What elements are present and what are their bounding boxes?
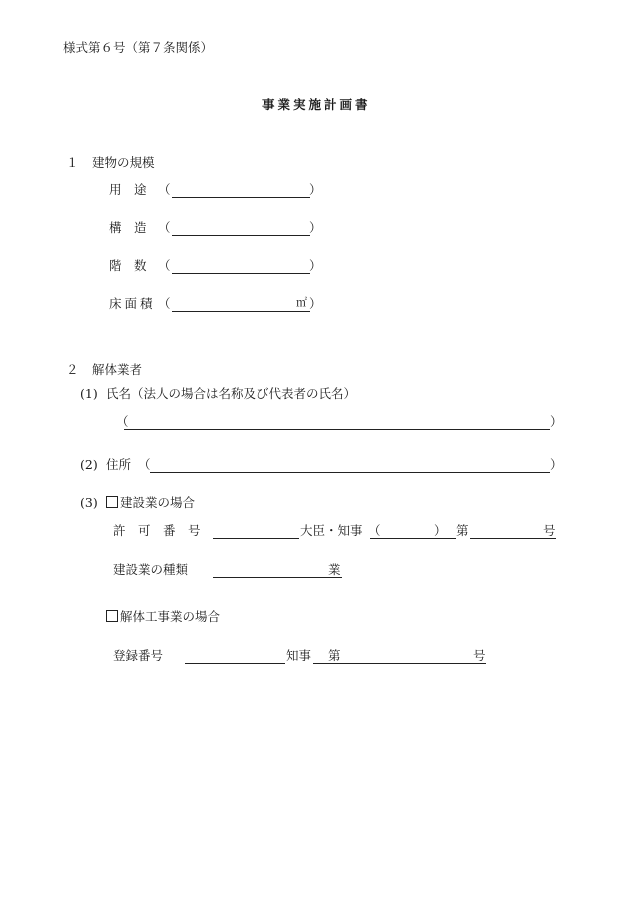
demolition-checkbox[interactable] bbox=[106, 610, 118, 622]
paren-open: （ bbox=[368, 523, 381, 538]
section2-number: ２ bbox=[66, 362, 79, 377]
paren-close: ） bbox=[550, 414, 563, 429]
structure-field[interactable] bbox=[172, 235, 310, 236]
registration-go-label: 号 bbox=[473, 648, 486, 663]
section2-heading: 解体業者 bbox=[92, 362, 143, 377]
usage-field[interactable] bbox=[172, 197, 310, 198]
item2-label: 住所 bbox=[106, 457, 132, 472]
minister-governor: 大臣・知事 bbox=[300, 523, 363, 538]
paren-close: ） bbox=[309, 296, 322, 311]
governor-label: 知事 bbox=[286, 648, 312, 663]
paren-close: ） bbox=[309, 258, 322, 273]
floors-label: 階 数 bbox=[109, 258, 147, 273]
document-title: 事業実施計画書 bbox=[262, 97, 371, 112]
item3-number: (3) bbox=[80, 495, 98, 510]
permit-authority-field[interactable] bbox=[213, 538, 299, 539]
registration-dai-label: 第 bbox=[328, 648, 341, 663]
item1-number: (1) bbox=[80, 386, 98, 401]
paren-open: （ bbox=[158, 296, 171, 311]
floor-area-label: 床面積 bbox=[109, 296, 156, 311]
floors-field[interactable] bbox=[172, 273, 310, 274]
paren-open: （ bbox=[116, 414, 129, 429]
floor-area-field[interactable] bbox=[172, 311, 310, 312]
structure-label: 構 造 bbox=[109, 220, 147, 235]
item3-label: 建設業の場合 bbox=[120, 495, 196, 510]
address-field[interactable] bbox=[150, 472, 550, 473]
registration-label: 登録番号 bbox=[113, 648, 164, 663]
paren-close: ） bbox=[309, 182, 322, 197]
area-unit: ㎡ bbox=[296, 296, 307, 309]
item1-label: 氏名（法人の場合は名称及び代表者の氏名） bbox=[106, 386, 357, 401]
go-label: 号 bbox=[543, 523, 556, 538]
registration-authority-field[interactable] bbox=[185, 663, 285, 664]
construction-type-field[interactable] bbox=[213, 577, 342, 578]
paren-open: （ bbox=[138, 457, 151, 472]
paren-close: ） bbox=[434, 523, 447, 538]
gyo-label: 業 bbox=[328, 562, 341, 577]
paren-open: （ bbox=[158, 220, 171, 235]
construction-type-label: 建設業の種類 bbox=[113, 562, 189, 577]
paren-close: ） bbox=[309, 220, 322, 235]
paren-close: ） bbox=[550, 457, 563, 472]
usage-label: 用 途 bbox=[109, 182, 147, 197]
construction-checkbox[interactable] bbox=[106, 496, 118, 508]
dai-label: 第 bbox=[456, 523, 469, 538]
section1-heading: 建物の規模 bbox=[92, 155, 155, 170]
section1-number: １ bbox=[66, 155, 79, 170]
paren-open: （ bbox=[158, 182, 171, 197]
demolition-label: 解体工事業の場合 bbox=[120, 609, 221, 624]
name-field[interactable] bbox=[124, 429, 550, 430]
permit-number-label: 許 可 番 号 bbox=[113, 523, 201, 538]
paren-open: （ bbox=[158, 258, 171, 273]
form-label: 様式第６号（第７条関係） bbox=[63, 40, 214, 55]
construction-option[interactable] bbox=[106, 495, 195, 511]
item2-number: (2) bbox=[80, 457, 98, 472]
demolition-option[interactable] bbox=[106, 609, 220, 625]
